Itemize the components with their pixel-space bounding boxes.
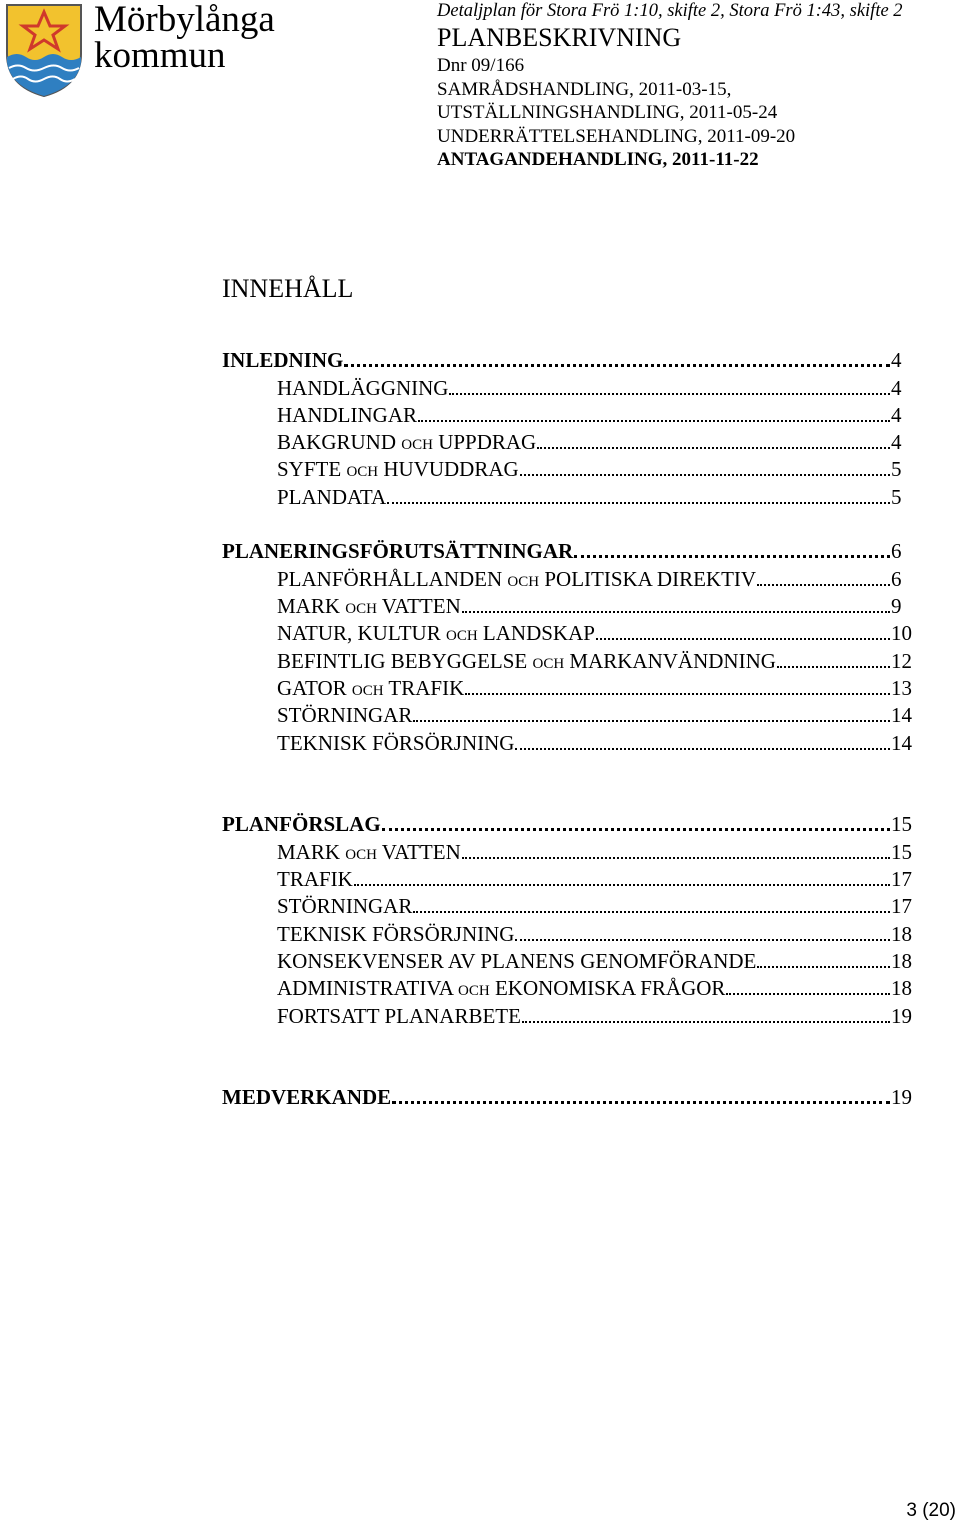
- toc-entry-label: TEKNISK FÖRSÖRJNING: [277, 731, 515, 755]
- toc-entry[interactable]: [277, 866, 915, 893]
- toc-page-number: 6: [891, 567, 902, 591]
- toc-entry[interactable]: [277, 948, 915, 975]
- toc-heading: INNEHÅLL: [222, 274, 354, 303]
- toc-entry-label: HANDLÄGGNING: [277, 376, 449, 400]
- toc-entry[interactable]: [277, 429, 915, 456]
- toc-entry[interactable]: [222, 1084, 915, 1111]
- toc-page-number: 12: [891, 649, 912, 673]
- municipality-name: [94, 2, 275, 74]
- toc-entry-label: PLANDATA: [277, 485, 387, 509]
- toc-entry-label: HANDLINGAR: [277, 403, 417, 427]
- toc-entry[interactable]: [277, 1003, 915, 1030]
- toc-entry-label: INLEDNING: [222, 348, 344, 372]
- toc-leader-dots: [413, 911, 890, 913]
- toc-leader-dots: [574, 555, 890, 558]
- toc-entry[interactable]: [277, 566, 915, 593]
- toc-leader-dots: [520, 474, 890, 476]
- stage-line: UTSTÄLLNINGSHANDLING, 2011-05-24: [437, 102, 778, 123]
- toc-entry-label: MEDVERKANDE: [222, 1085, 392, 1109]
- toc-leader-dots: [757, 966, 890, 968]
- toc-entry[interactable]: [277, 456, 915, 483]
- stage-line: UNDERRÄTTELSEHANDLING, 2011-09-20: [437, 125, 796, 147]
- toc-page-number: 17: [891, 867, 912, 891]
- municipality-coat-of-arms-icon: [4, 2, 84, 98]
- toc-entry[interactable]: [277, 893, 915, 920]
- toc-entry[interactable]: [222, 347, 915, 374]
- toc-leader-dots: [392, 1101, 890, 1104]
- toc-leader-dots: [387, 502, 890, 504]
- toc-entry-label: PLANFÖRSLAG: [222, 812, 381, 836]
- toc-leader-dots: [777, 666, 890, 668]
- dnr-number: Dnr 09/166: [437, 55, 525, 76]
- toc-entry-label: STÖRNINGAR: [277, 894, 413, 918]
- toc-page-number: 4: [891, 348, 902, 372]
- toc-page-number: 17: [891, 894, 912, 918]
- toc-page-number: 14: [891, 731, 912, 755]
- toc-entry-label: GATOR OCH TRAFIK: [277, 676, 465, 700]
- toc-entry[interactable]: [222, 811, 915, 838]
- page-number: 3 (20): [906, 1500, 956, 1521]
- toc-entry[interactable]: [277, 484, 915, 511]
- toc-leader-dots: [354, 884, 890, 886]
- toc-leader-dots: [515, 748, 890, 750]
- toc-page-number: 19: [891, 1085, 912, 1109]
- municipality-name-line1: Mörbylånga: [94, 0, 275, 40]
- toc-entry-label: FORTSATT PLANARBETE: [277, 1004, 521, 1028]
- toc-page-number: 18: [891, 976, 912, 1000]
- toc-page-number: 5: [891, 457, 902, 481]
- toc-leader-dots: [413, 720, 890, 722]
- municipality-name-line2: kommun: [94, 35, 226, 76]
- toc-entry[interactable]: [222, 538, 915, 565]
- toc-leader-dots: [449, 393, 890, 395]
- toc-page-number: 9: [891, 594, 902, 618]
- toc-entry[interactable]: [277, 921, 915, 948]
- toc-leader-dots: [537, 447, 890, 449]
- toc-leader-dots: [382, 828, 890, 831]
- toc-page-number: 18: [891, 922, 912, 946]
- toc-leader-dots: [344, 364, 890, 367]
- toc-entry[interactable]: [277, 402, 915, 429]
- toc-entry-label: MARK OCH VATTEN: [277, 840, 461, 864]
- toc-entry-label: TRAFIK: [277, 867, 353, 891]
- stage-line: SAMRÅDSHANDLING, 2011-03-15,: [437, 78, 732, 100]
- toc-entry-label: PLANERINGSFÖRUTSÄTTNINGAR: [222, 539, 574, 563]
- toc-entry-label: STÖRNINGAR: [277, 703, 413, 727]
- toc-leader-dots: [522, 1021, 890, 1023]
- toc-page-number: 4: [891, 430, 902, 454]
- toc-entry-label: ADMINISTRATIVA OCH EKONOMISKA FRÅGOR: [277, 976, 726, 1000]
- plan-subtitle: Detaljplan för Stora Frö 1:10, skifte 2, Stora Frö 1:43, skifte 2: [437, 1, 903, 21]
- toc-page-number: 4: [891, 376, 902, 400]
- toc-leader-dots: [462, 611, 890, 613]
- toc-page-number: 15: [891, 812, 912, 836]
- toc-entry[interactable]: [277, 675, 915, 702]
- toc-leader-dots: [418, 420, 890, 422]
- toc-leader-dots: [465, 693, 890, 695]
- toc-page-number: 15: [891, 840, 912, 864]
- toc-entry-label: NATUR, KULTUR OCH LANDSKAP: [277, 621, 595, 645]
- document-title: PLANBESKRIVNING: [437, 23, 682, 52]
- toc-entry[interactable]: [277, 593, 915, 620]
- toc-entry-label: TEKNISK FÖRSÖRJNING: [277, 922, 515, 946]
- toc-entry-label: MARK OCH VATTEN: [277, 594, 461, 618]
- toc-entry[interactable]: [277, 702, 915, 729]
- toc-page-number: 6: [891, 539, 902, 563]
- toc-page-number: 5: [891, 485, 902, 509]
- toc-entry-label: KONSEKVENSER AV PLANENS GENOMFÖRANDE: [277, 949, 757, 973]
- toc-page-number: 19: [891, 1004, 912, 1028]
- toc-leader-dots: [462, 857, 890, 859]
- toc-leader-dots: [726, 993, 890, 995]
- toc-leader-dots: [757, 584, 890, 586]
- toc-entry-label: BAKGRUND OCH UPPDRAG: [277, 430, 537, 454]
- toc-entry-label: SYFTE OCH HUVUDDRAG: [277, 457, 519, 481]
- toc-entry[interactable]: [277, 375, 915, 402]
- toc-entry[interactable]: [277, 620, 915, 647]
- toc-page-number: 4: [891, 403, 902, 427]
- toc-entry[interactable]: [277, 648, 915, 675]
- toc-page-number: 18: [891, 949, 912, 973]
- toc-leader-dots: [596, 638, 890, 640]
- toc-page-number: 14: [891, 703, 912, 727]
- stage-line-current: ANTAGANDEHANDLING, 2011-11-22: [437, 149, 759, 170]
- toc-entry[interactable]: [277, 730, 915, 757]
- toc-page-number: 10: [891, 621, 912, 645]
- toc-leader-dots: [515, 939, 890, 941]
- toc-entry-label: PLANFÖRHÅLLANDEN OCH POLITISKA DIREKTIV: [277, 567, 757, 591]
- toc-entry-label: BEFINTLIG BEBYGGELSE OCH MARKANVÄNDNING: [277, 649, 776, 673]
- toc-page-number: 13: [891, 676, 912, 700]
- toc-entry[interactable]: [277, 839, 915, 866]
- toc-entry[interactable]: [277, 975, 915, 1002]
- document-header: [437, 0, 957, 172]
